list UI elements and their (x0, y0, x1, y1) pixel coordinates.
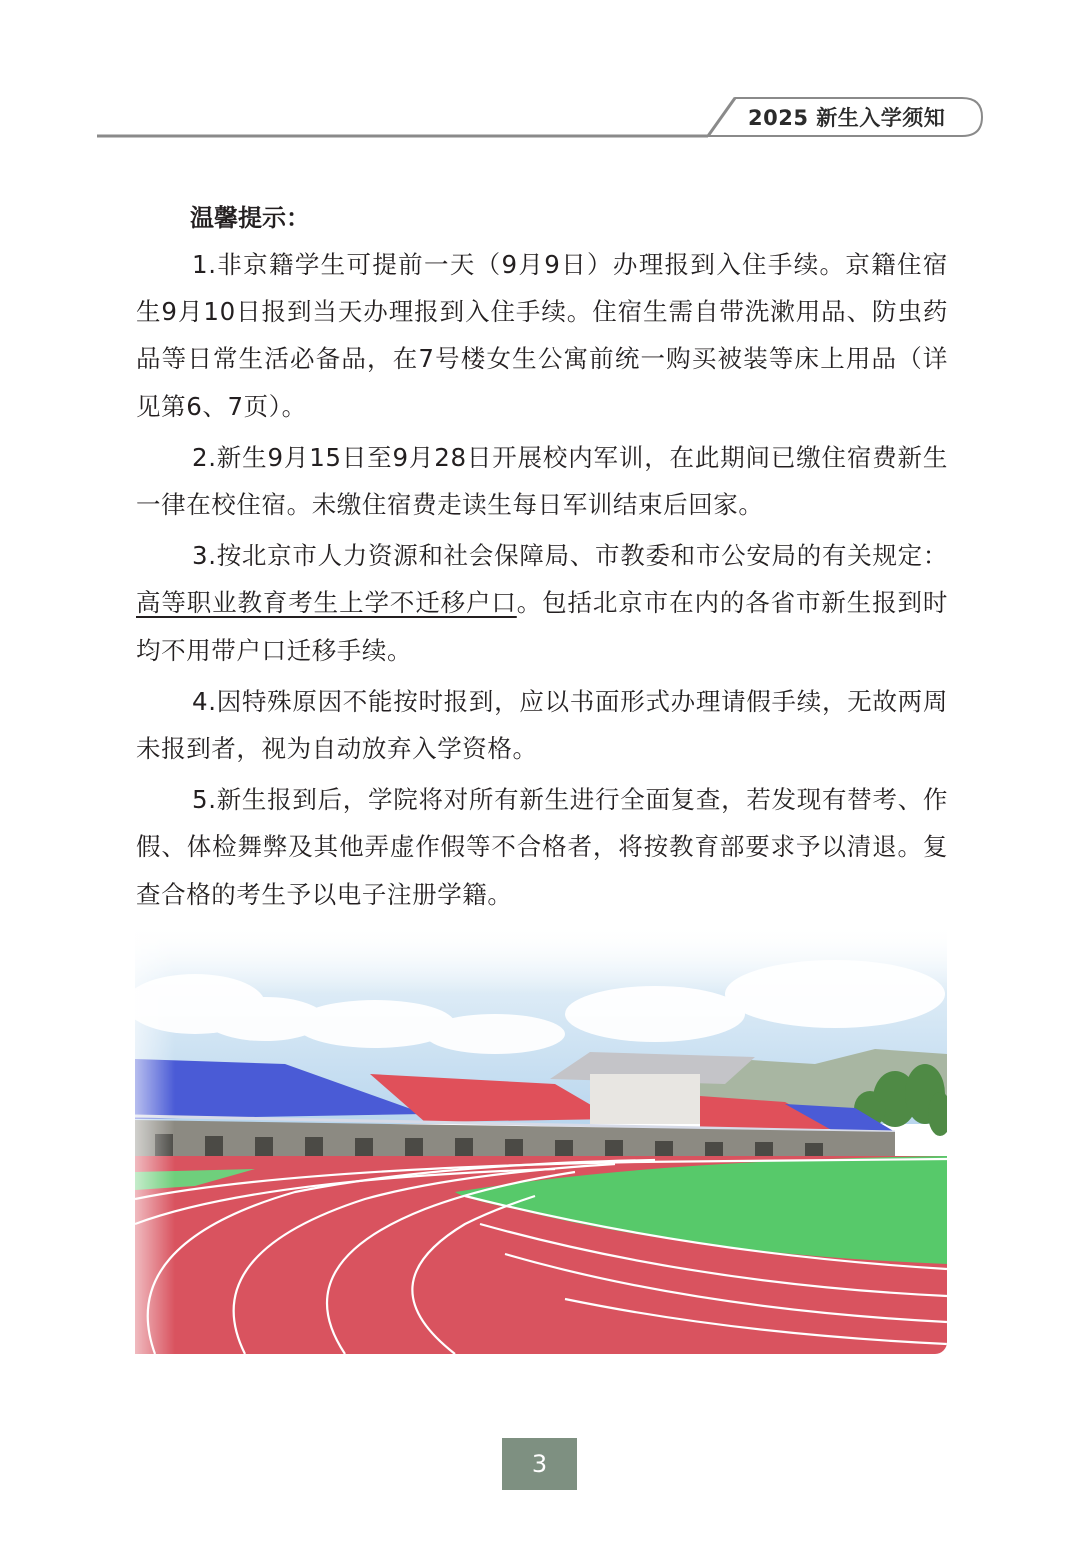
tip-item-4: 4.因特殊原因不能按时报到，应以书面形式办理请假手续，无故两周未报到者，视为自动放弃入学资格。 (136, 686, 948, 764)
header-title: 2025 新生入学须知 (748, 106, 946, 130)
page-number: 3 (502, 1438, 577, 1490)
page-header (0, 0, 1080, 150)
stadium-illustration (135, 924, 947, 1354)
tip-item-2: 2.新生9月15日至9月28日开展校内军训，在此期间已缴住宿费新生一律在校住宿。未缴住宿费走读生每日军训结束后回家。 (136, 442, 948, 520)
section-title: 温馨提示： (190, 204, 310, 232)
tip-item-3-underlined: 高等职业教育考生上学不迁移户口 (136, 588, 517, 618)
tip-item-3 (136, 532, 948, 674)
tip-item-3-intro: 3.按北京市人力资源和社会保障局、市教委和市公安局的有关规定： (192, 541, 948, 571)
tips-section (136, 195, 948, 922)
tip-item-5: 5.新生报到后，学院将对所有新生进行全面复查，若发现有替考、作假、体检舞弊及其他弄虚作假等不合格者，将按教育部要求予以清退。复查合格的考生予以电子注册学籍。 (136, 785, 948, 909)
central-building (590, 1074, 700, 1124)
tip-item-3-rest: 。包括北京市在内的各省市新生报到时均不用带户口迁移手续。 (136, 588, 949, 665)
stadium-photo (135, 924, 947, 1354)
tip-item-1: 1.非京籍学生可提前一天（9月9日）办理报到入住手续。京籍住宿生9月10日报到当天办理报到入住手续。住宿生需自带洗漱用品、防虫药品等日常生活必备品，在7号楼女生公寓前统一购买被装等床上用品（详见第6、7页）。 (136, 250, 948, 421)
fade-left (135, 924, 175, 1354)
fade-top (135, 924, 947, 994)
